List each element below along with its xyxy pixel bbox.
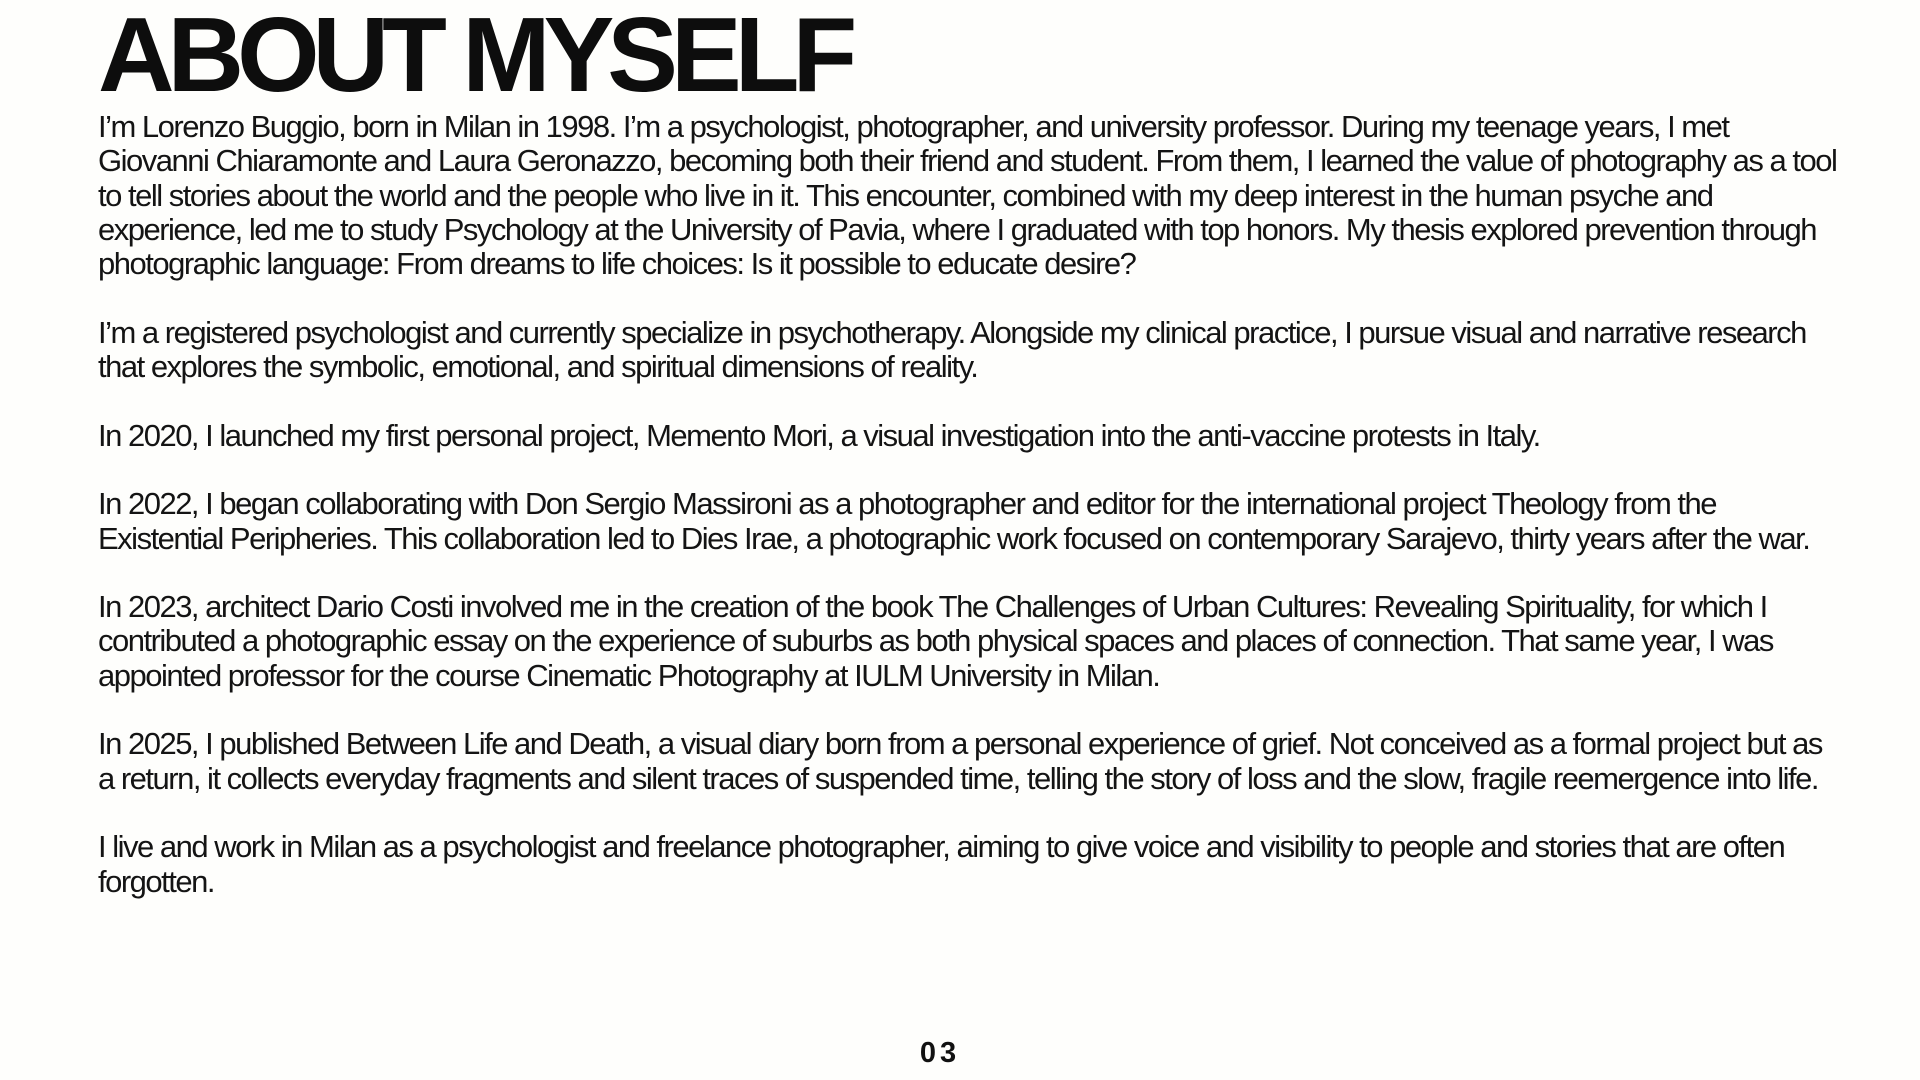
paragraph-intro: I’m Lorenzo Buggio, born in Milan in 1998. I’m a psychologist, photographer, and university professor. During my teenage years, I met Giovanni Chiaramonte and Laura Geronazzo, becoming both their friend and student. From them, I learned the value of photography as a tool to tell stories about the world and the people who live in it. This encounter, combined with my deep interest in the human psyche and experience, led me to study Psychology at the University of Pavia, where I graduated with top honors. My thesis explored prevention through photographic language: From dreams to life choices: Is it possible to educate desire? [98, 109, 1837, 282]
page-title: ABOUT MYSELF [98, 0, 851, 114]
paragraph-2025: In 2025, I published Between Life and Death, a visual diary born from a personal experience of grief. Not conceived as a formal project but as a return, it collects everyday fragments and silent traces of suspended time, telling the story of loss and the slow, fragile reemergence into life. [98, 726, 1822, 796]
paragraph-profession: I’m a registered psychologist and currently specialize in psychotherapy. Alongside my clinical practice, I pursue visual and narrative research that explores the symbolic, emotional, and spiritual dimensions of reality. [98, 314, 1806, 385]
biography-text [98, 110, 1838, 899]
paragraph-2023: In 2023, architect Dario Costi involved me in the creation of the book The Challenges of Urban Cultures: Revealing Spirituality, for which I contributed a photographic essay on the experience of suburbs as both physical spaces and places of connection. That same year, I was appointed professor for the course Cinematic Photography at IULM University in Milan. [98, 589, 1773, 693]
paragraph-2022: In 2022, I began collaborating with Don Sergio Massironi as a photographer and editor for the international project Theology from the Existential Peripheries. This collaboration led to Dies Irae, a photographic work focused on contemporary Sarajevo, thirty years after the war. [98, 486, 1810, 556]
page-number: 03 [919, 1037, 961, 1069]
paragraph-closing: I live and work in Milan as a psychologist and freelance photographer, aiming to give voice and visibility to people and stories that are often forgotten. [98, 829, 1785, 899]
paragraph-2020: In 2020, I launched my first personal project, Memento Mori, a visual investigation into the anti-vaccine protests in Italy. [98, 417, 1540, 453]
